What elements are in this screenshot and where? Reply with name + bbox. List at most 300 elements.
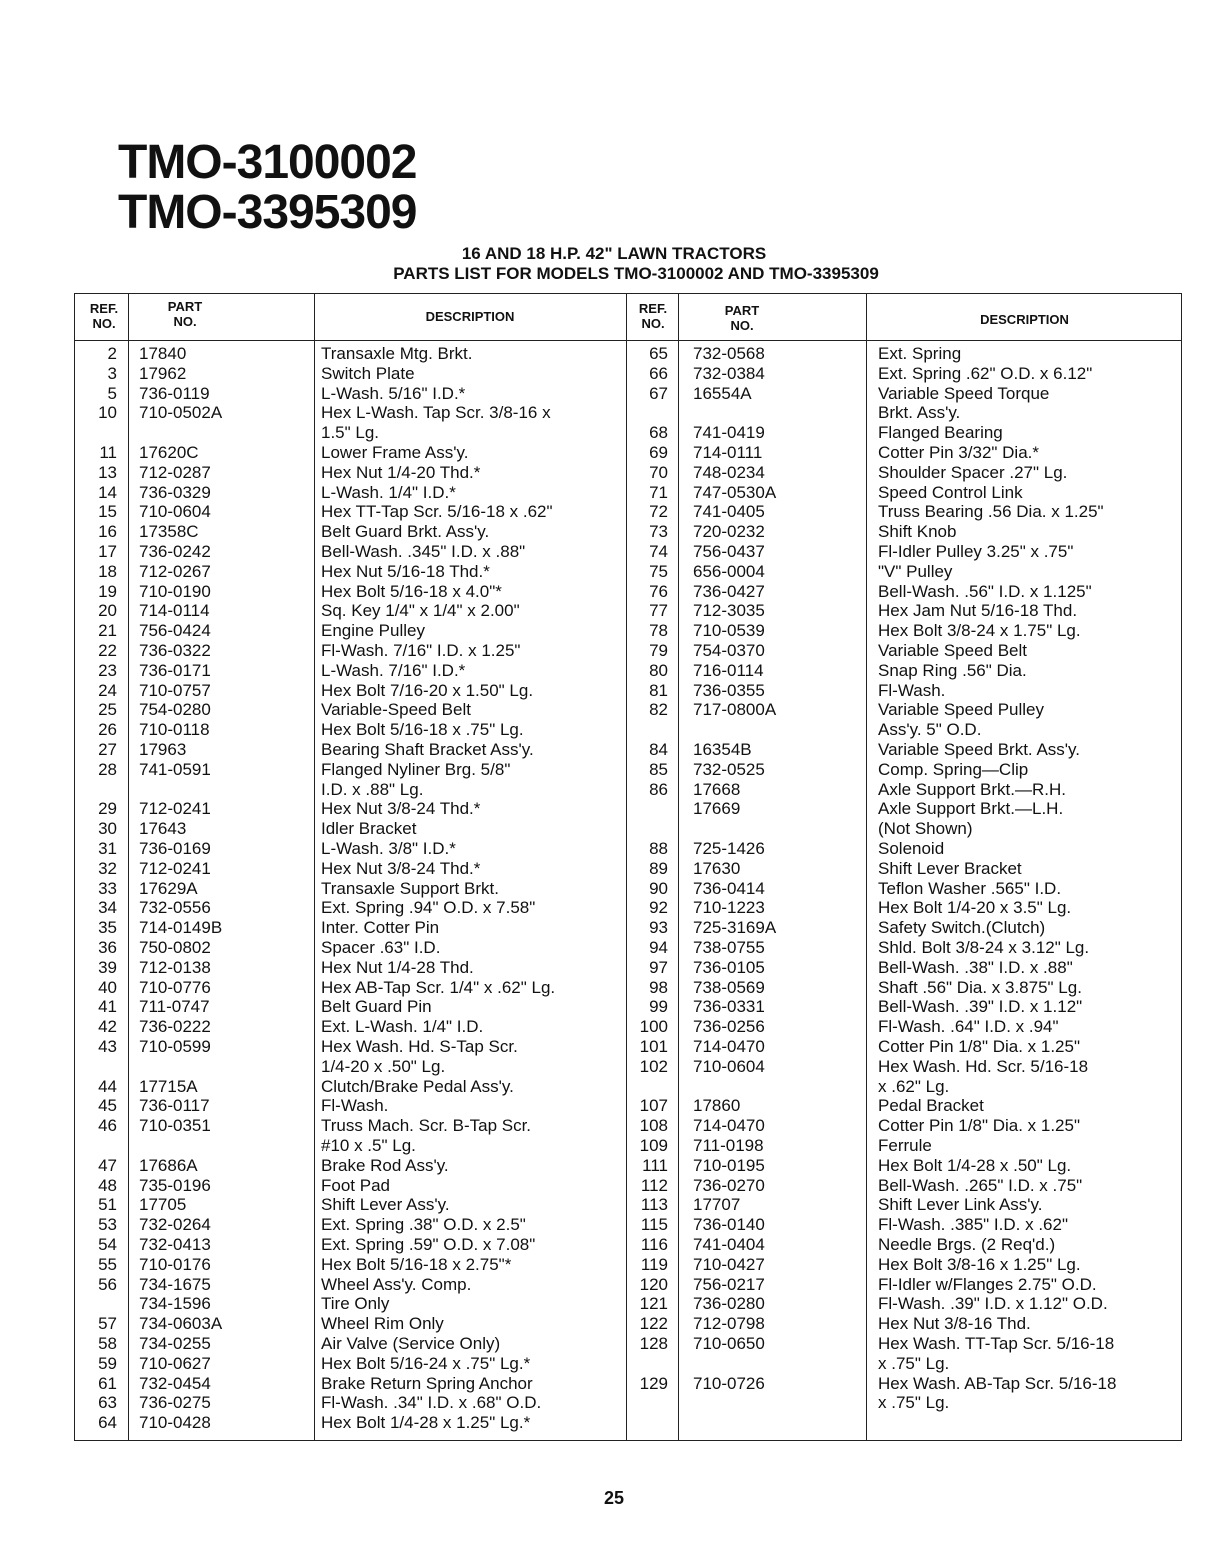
part-description: Hex TT-Tap Scr. 5/16-18 x .62" [321, 502, 553, 522]
part-description: Variable Speed Brkt. Ass'y. [878, 740, 1080, 759]
part-description: Idler Bracket [321, 819, 417, 839]
part-number: 741-0419 [693, 423, 765, 443]
part-description: Cotter Pin 1/8" Dia. x 1.25" [878, 1116, 1080, 1136]
part-description: Hex Nut 1/4-20 Thd.* [321, 462, 481, 482]
ref-number: 109 [639, 1136, 668, 1155]
part-number: 732-0384 [693, 363, 765, 383]
ref-number: 73 [649, 522, 668, 542]
part-description: x .62" Lg. [878, 1076, 950, 1096]
part-number: 17669 [693, 799, 741, 819]
part-number: 710-0118 [139, 720, 210, 740]
ref-number: 66 [649, 363, 668, 383]
ref-number: 48 [98, 1175, 117, 1195]
part-description: Variable-Speed Belt [321, 700, 471, 720]
part-number: 710-0604 [693, 1056, 765, 1076]
ref-number: 97 [649, 957, 668, 977]
part-number: 734-0603A [139, 1314, 223, 1334]
part-description: Hex Bolt 5/16-18 x .75" Lg. [321, 720, 524, 740]
part-number: 756-0437 [693, 542, 765, 561]
ref-number: 108 [639, 1116, 668, 1136]
part-description: I.D. x .88" Lg. [321, 779, 424, 799]
part-number: 711-0747 [139, 997, 210, 1017]
part-number: 735-0196 [139, 1175, 211, 1195]
ref-number: 88 [649, 839, 668, 858]
part-number: 712-0287 [139, 462, 211, 482]
part-number: 17962 [139, 363, 187, 383]
part-description: 1.5" Lg. [321, 423, 380, 443]
ref-number: 120 [639, 1274, 668, 1294]
part-description: Shift Lever Bracket [878, 858, 1022, 878]
part-description: Hex Bolt 3/8-24 x 1.75" Lg. [878, 621, 1081, 641]
part-description: Shift Lever Ass'y. [321, 1195, 450, 1215]
part-description: Bell-Wash. .39" I.D. x 1.12" [878, 997, 1083, 1017]
part-number: 17358C [139, 522, 199, 542]
part-number: 750-0802 [139, 938, 211, 957]
part-description: Needle Brgs. (2 Req'd.) [878, 1235, 1056, 1254]
part-description: Axle Support Brkt.—L.H. [878, 799, 1064, 819]
part-number: 17860 [693, 1096, 741, 1116]
part-number: 734-1596 [139, 1294, 211, 1314]
ref-number: 20 [98, 601, 117, 621]
part-description: Hex Bolt 5/16-18 x 2.75"* [321, 1254, 512, 1274]
ref-number: 30 [98, 819, 117, 839]
part-number: 710-0176 [139, 1254, 211, 1274]
part-number: 714-0149B [139, 918, 223, 938]
part-number: 16554A [693, 383, 752, 403]
part-number: 732-0264 [139, 1215, 211, 1235]
column-divider [128, 294, 129, 1440]
ref-number: 16 [98, 522, 117, 542]
part-description: Ext. L-Wash. 1/4" I.D. [321, 1017, 484, 1037]
part-number: 736-0242 [139, 542, 211, 561]
parts-table [74, 293, 1182, 1441]
ref-number: 63 [98, 1393, 117, 1413]
ref-number: 31 [98, 839, 117, 858]
header-description-right: DESCRIPTION [980, 312, 1069, 327]
part-description: Bearing Shaft Bracket Ass'y. [321, 740, 534, 759]
part-number: 732-0454 [139, 1373, 211, 1393]
part-number: 712-0138 [139, 957, 211, 977]
ref-number: 15 [98, 502, 117, 522]
ref-number: 98 [649, 977, 668, 997]
ref-number: 115 [640, 1215, 668, 1235]
part-number: 716-0114 [693, 660, 764, 680]
ref-number: 32 [98, 858, 117, 878]
part-number: 736-0117 [139, 1096, 210, 1116]
part-number: 754-0370 [693, 641, 765, 660]
part-description: Belt Guard Brkt. Ass'y. [321, 522, 490, 542]
part-number: 17840 [139, 344, 187, 363]
part-number: 711-0198 [693, 1136, 764, 1155]
header-ref-no-right: REF. NO. [638, 301, 668, 331]
ref-number: 57 [98, 1314, 117, 1334]
part-description: Ext. Spring [878, 344, 962, 363]
part-description: Variable Speed Pulley [878, 700, 1045, 720]
part-description: Flanged Nyliner Brg. 5/8" [321, 759, 511, 779]
ref-number: 28 [98, 759, 117, 779]
ref-number: 23 [98, 660, 117, 680]
ref-number: 19 [98, 581, 117, 601]
part-number: 741-0404 [693, 1235, 765, 1254]
part-description: Hex Bolt 3/8-16 x 1.25" Lg. [878, 1254, 1081, 1274]
part-description: Safety Switch.(Clutch) [878, 918, 1046, 938]
part-description: Lower Frame Ass'y. [321, 443, 469, 462]
part-description: Fl-Idler w/Flanges 2.75" O.D. [878, 1274, 1097, 1294]
part-number: 732-0525 [693, 759, 765, 779]
page-number: 25 [603, 1488, 625, 1508]
part-description: Clutch/Brake Pedal Ass'y. [321, 1076, 514, 1096]
part-description: Hex Nut 3/8-24 Thd.* [321, 799, 481, 819]
ref-number: 128 [639, 1334, 668, 1353]
part-description: Shift Lever Link Ass'y. [878, 1195, 1043, 1215]
part-number: 17630 [693, 858, 741, 878]
header-divider [75, 340, 1181, 341]
ref-number: 111 [642, 1155, 668, 1175]
part-number: 747-0530A [693, 482, 777, 502]
part-description: Fl-Wash. 7/16" I.D. x 1.25" [321, 641, 521, 660]
part-description: (Not Shown) [878, 819, 973, 839]
part-number: 736-0355 [693, 680, 765, 700]
part-description: Transaxle Support Brkt. [321, 878, 499, 898]
ref-number: 25 [98, 700, 117, 720]
ref-number: 67 [649, 383, 668, 403]
part-number: 736-0280 [693, 1294, 765, 1314]
header-ref-no-left: REF. NO. [89, 301, 119, 331]
ref-number: 14 [98, 482, 117, 502]
part-number: 710-0427 [693, 1254, 765, 1274]
part-number: 756-0217 [693, 1274, 765, 1294]
part-number: 736-0270 [693, 1175, 765, 1195]
part-description: Sq. Key 1/4" x 1/4" x 2.00" [321, 601, 520, 621]
part-number: 748-0234 [693, 462, 765, 482]
part-description: Hex AB-Tap Scr. 1/4" x .62" Lg. [321, 977, 556, 997]
part-description: Fl-Idler Pulley 3.25" x .75" [878, 542, 1074, 561]
ref-number: 94 [649, 938, 668, 957]
part-number: 710-0599 [139, 1037, 211, 1056]
part-number: 756-0424 [139, 621, 211, 641]
part-number: 736-0275 [139, 1393, 211, 1413]
part-description: Hex Wash. AB-Tap Scr. 5/16-18 [878, 1373, 1117, 1393]
part-description: Shaft .56" Dia. x 3.875" Lg. [878, 977, 1082, 997]
part-description: Foot Pad [321, 1175, 390, 1195]
ref-number: 42 [98, 1017, 117, 1037]
ref-number: 122 [639, 1314, 668, 1334]
part-description: Ferrule [878, 1136, 932, 1155]
ref-number: 35 [98, 918, 117, 938]
part-number: 17668 [693, 779, 741, 799]
ref-number: 58 [98, 1334, 117, 1353]
part-number: 710-0539 [693, 621, 765, 641]
part-number: 734-0255 [139, 1334, 211, 1353]
part-number: 734-1675 [139, 1274, 211, 1294]
ref-number: 116 [640, 1235, 668, 1254]
ref-number: 59 [98, 1353, 117, 1373]
part-number: 712-0241 [139, 799, 211, 819]
ref-number: 70 [649, 462, 668, 482]
part-number: 710-0604 [139, 502, 211, 522]
part-number: 736-0140 [693, 1215, 765, 1235]
ref-number: 85 [649, 759, 668, 779]
part-number: 714-0470 [693, 1116, 765, 1136]
part-number: 736-0171 [139, 660, 211, 680]
ref-number: 2 [107, 344, 117, 363]
part-number: 712-0241 [139, 858, 211, 878]
part-number: 17629A [139, 878, 198, 898]
part-description: Bell-Wash. .345" I.D. x .88" [321, 542, 526, 561]
part-number: 725-1426 [693, 839, 765, 858]
ref-number: 72 [649, 502, 668, 522]
part-description: Truss Mach. Scr. B-Tap Scr. [321, 1116, 532, 1136]
ref-number: 21 [98, 621, 117, 641]
ref-number: 80 [649, 660, 668, 680]
column-divider [314, 294, 315, 1440]
part-description: Brkt. Ass'y. [878, 403, 961, 423]
ref-number: 65 [649, 344, 668, 363]
part-description: Hex Nut 1/4-28 Thd. [321, 957, 474, 977]
part-description: Hex Nut 3/8-16 Thd. [878, 1314, 1031, 1334]
part-description: Brake Rod Ass'y. [321, 1155, 449, 1175]
part-description: 1/4-20 x .50" Lg. [321, 1056, 446, 1076]
part-description: Hex L-Wash. Tap Scr. 3/8-16 x [321, 403, 551, 423]
ref-number: 56 [98, 1274, 117, 1294]
ref-number: 36 [98, 938, 117, 957]
part-number: 720-0232 [693, 522, 765, 542]
ref-number: 55 [98, 1254, 117, 1274]
part-description: Ass'y. 5" O.D. [878, 720, 982, 740]
ref-number: 100 [639, 1017, 668, 1037]
ref-number: 40 [98, 977, 117, 997]
part-description: Hex Nut 3/8-24 Thd.* [321, 858, 481, 878]
ref-number: 39 [98, 957, 117, 977]
ref-number: 81 [649, 680, 668, 700]
ref-number: 78 [649, 621, 668, 641]
part-description: Teflon Washer .565" I.D. [878, 878, 1062, 898]
part-description: Hex Wash. Hd. Scr. 5/16-18 [878, 1056, 1089, 1076]
column-divider [678, 294, 679, 1440]
ref-number: 68 [649, 423, 668, 443]
part-description: Engine Pulley [321, 621, 425, 641]
part-description: Variable Speed Belt [878, 641, 1028, 660]
ref-number: 3 [107, 363, 117, 383]
ref-number: 89 [649, 858, 668, 878]
part-description: Bell-Wash. .265" I.D. x .75" [878, 1175, 1083, 1195]
ref-number: 64 [98, 1413, 117, 1433]
ref-number: 102 [639, 1056, 668, 1076]
ref-number: 45 [98, 1096, 117, 1116]
ref-number: 27 [98, 740, 117, 759]
ref-number: 54 [98, 1235, 117, 1254]
ref-number: 71 [649, 482, 668, 502]
part-number: 710-0428 [139, 1413, 211, 1433]
ref-number: 107 [639, 1096, 668, 1116]
ref-number: 61 [98, 1373, 117, 1393]
ref-number: 34 [98, 898, 117, 918]
part-number: 736-0322 [139, 641, 211, 660]
ref-number: 29 [98, 799, 117, 819]
part-description: Spacer .63" I.D. [321, 938, 441, 957]
part-description: Inter. Cotter Pin [321, 918, 440, 938]
ref-number: 69 [649, 443, 668, 462]
ref-number: 51 [98, 1195, 117, 1215]
part-number: 712-0798 [693, 1314, 765, 1334]
part-number: 741-0405 [693, 502, 765, 522]
part-number: 736-0105 [693, 957, 765, 977]
part-number: 736-0414 [693, 878, 765, 898]
part-description: Cotter Pin 3/32" Dia.* [878, 443, 1040, 462]
ref-number: 74 [649, 542, 668, 561]
part-description: "V" Pulley [878, 561, 953, 581]
ref-number: 10 [98, 403, 117, 423]
ref-number: 75 [649, 561, 668, 581]
part-description: Variable Speed Torque [878, 383, 1050, 403]
part-description: Switch Plate [321, 363, 415, 383]
ref-number: 84 [649, 740, 668, 759]
part-description: Brake Return Spring Anchor [321, 1373, 533, 1393]
part-description: Fl-Wash. [878, 680, 946, 700]
ref-number: 17 [98, 542, 117, 561]
model-title-1: TMO-3100002 [118, 136, 417, 189]
part-description: L-Wash. 3/8" I.D.* [321, 839, 456, 858]
part-description: L-Wash. 5/16" I.D.* [321, 383, 466, 403]
part-number: 736-0329 [139, 482, 211, 502]
part-description: Ext. Spring .59" O.D. x 7.08" [321, 1235, 536, 1254]
part-description: Transaxle Mtg. Brkt. [321, 344, 473, 363]
part-number: 710-0190 [139, 581, 211, 601]
ref-number: 129 [639, 1373, 668, 1393]
part-number: 17715A [139, 1076, 198, 1096]
part-description: Hex Wash. TT-Tap Scr. 5/16-18 [878, 1334, 1115, 1353]
part-number: 712-3035 [693, 601, 765, 621]
ref-number: 76 [649, 581, 668, 601]
part-description: Snap Ring .56" Dia. [878, 660, 1027, 680]
part-description: Comp. Spring—Clip [878, 759, 1029, 779]
ref-number: 18 [98, 561, 117, 581]
part-number: 736-0427 [693, 581, 765, 601]
ref-number: 13 [98, 462, 117, 482]
part-description: Hex Jam Nut 5/16-18 Thd. [878, 601, 1078, 621]
ref-number: 101 [639, 1037, 668, 1056]
part-description: Fl-Wash. .385" I.D. x .62" [878, 1215, 1068, 1235]
part-number: 736-0222 [139, 1017, 211, 1037]
ref-number: 11 [99, 443, 117, 462]
ref-number: 121 [639, 1294, 668, 1314]
header-part-no-right: PART NO. [724, 303, 760, 333]
part-description: Hex Bolt 1/4-28 x .50" Lg. [878, 1155, 1072, 1175]
part-number: 741-0591 [139, 759, 211, 779]
ref-number: 93 [649, 918, 668, 938]
ref-number: 112 [640, 1175, 668, 1195]
part-number: 732-0556 [139, 898, 211, 918]
part-number: 710-0351 [139, 1116, 211, 1136]
part-number: 717-0800A [693, 700, 777, 720]
part-description: Hex Bolt 5/16-24 x .75" Lg.* [321, 1353, 531, 1373]
part-description: Bell-Wash. .38" I.D. x .88" [878, 957, 1073, 977]
part-number: 738-0569 [693, 977, 765, 997]
part-number: 17707 [693, 1195, 741, 1215]
part-number: 710-1223 [693, 898, 765, 918]
ref-number: 33 [98, 878, 117, 898]
part-description: Ext. Spring .38" O.D. x 2.5" [321, 1215, 526, 1235]
part-description: Hex Nut 5/16-18 Thd.* [321, 561, 490, 581]
part-number: 736-0256 [693, 1017, 765, 1037]
part-number: 710-0502A [139, 403, 223, 423]
part-description: Air Valve (Service Only) [321, 1334, 501, 1353]
ref-number: 92 [649, 898, 668, 918]
part-description: Fl-Wash. .39" I.D. x 1.12" O.D. [878, 1294, 1108, 1314]
part-number: 656-0004 [693, 561, 765, 581]
part-number: 710-0776 [139, 977, 211, 997]
ref-number: 119 [640, 1254, 668, 1274]
part-description: Wheel Rim Only [321, 1314, 444, 1334]
ref-number: 113 [640, 1195, 668, 1215]
part-number: 17963 [139, 740, 187, 759]
part-number: 710-0627 [139, 1353, 211, 1373]
ref-number: 53 [98, 1215, 117, 1235]
part-description: Truss Bearing .56 Dia. x 1.25" [878, 502, 1104, 522]
header-description-left: DESCRIPTION [425, 309, 515, 324]
ref-number: 82 [649, 700, 668, 720]
subtitle-parts-list: PARTS LIST FOR MODELS TMO-3100002 AND TMO-3395309 [393, 264, 879, 283]
part-number: 714-0114 [139, 601, 210, 621]
part-description: Fl-Wash. .64" I.D. x .94" [878, 1017, 1059, 1037]
part-number: 17620C [139, 443, 199, 462]
ref-number: 26 [98, 720, 117, 740]
part-description: Axle Support Brkt.—R.H. [878, 779, 1067, 799]
column-divider [866, 294, 867, 1440]
ref-number: 86 [649, 779, 668, 799]
part-number: 736-0331 [693, 997, 765, 1017]
part-description: Hex Bolt 7/16-20 x 1.50" Lg. [321, 680, 534, 700]
part-description: Hex Bolt 1/4-28 x 1.25" Lg.* [321, 1413, 531, 1433]
part-number: 732-0568 [693, 344, 765, 363]
part-description: Shld. Bolt 3/8-24 x 3.12" Lg. [878, 938, 1090, 957]
part-number: 710-0757 [139, 680, 211, 700]
part-number: 714-0470 [693, 1037, 765, 1056]
part-number: 17686A [139, 1155, 198, 1175]
part-description: Shoulder Spacer .27" Lg. [878, 462, 1068, 482]
part-description: Wheel Ass'y. Comp. [321, 1274, 472, 1294]
part-description: Speed Control Link [878, 482, 1023, 502]
ref-number: 79 [649, 641, 668, 660]
part-number: 738-0755 [693, 938, 765, 957]
part-number: 712-0267 [139, 561, 211, 581]
subtitle-lawn-tractors: 16 AND 18 H.P. 42" LAWN TRACTORS [461, 244, 767, 263]
ref-number: 43 [98, 1037, 117, 1056]
part-number: 710-0650 [693, 1334, 765, 1353]
part-description: x .75" Lg. [878, 1353, 950, 1373]
part-description: Fl-Wash. .34" I.D. x .68" O.D. [321, 1393, 542, 1413]
part-number: 736-0169 [139, 839, 211, 858]
part-description: Ext. Spring .62" O.D. x 6.12" [878, 363, 1093, 383]
ref-number: 99 [649, 997, 668, 1017]
part-description: L-Wash. 7/16" I.D.* [321, 660, 466, 680]
part-number: 736-0119 [139, 383, 210, 403]
part-description: Shift Knob [878, 522, 957, 542]
part-description: L-Wash. 1/4" I.D.* [321, 482, 456, 502]
part-description: Bell-Wash. .56" I.D. x 1.125" [878, 581, 1092, 601]
ref-number: 5 [107, 383, 117, 403]
part-number: 710-0726 [693, 1373, 765, 1393]
part-description: x .75" Lg. [878, 1393, 950, 1413]
part-description: Hex Bolt 5/16-18 x 4.0"* [321, 581, 502, 601]
part-description: Solenoid [878, 839, 945, 858]
part-description: Fl-Wash. [321, 1096, 389, 1116]
ref-number: 47 [98, 1155, 117, 1175]
part-number: 725-3169A [693, 918, 777, 938]
ref-number: 44 [98, 1076, 117, 1096]
ref-number: 90 [649, 878, 668, 898]
part-description: #10 x .5" Lg. [321, 1136, 416, 1155]
